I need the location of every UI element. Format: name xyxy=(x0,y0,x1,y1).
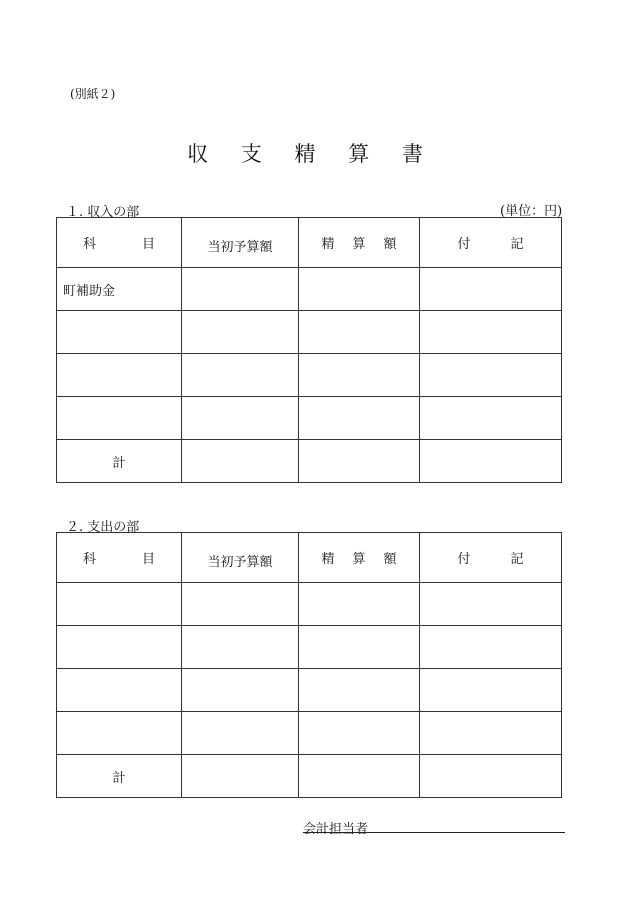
initial-budget-cell[interactable] xyxy=(182,354,299,397)
table-row xyxy=(57,626,562,669)
header-initial-budget: 当初予算額 xyxy=(182,218,299,268)
row-item-cell[interactable] xyxy=(57,354,182,397)
remarks-total-cell[interactable] xyxy=(420,440,562,483)
header-initial-budget: 当初予算額 xyxy=(182,533,299,583)
header-remarks: 付 記 xyxy=(420,533,562,583)
signature-line[interactable] xyxy=(303,832,565,833)
table-header-row xyxy=(57,218,562,268)
header-remarks: 付 記 xyxy=(420,218,562,268)
title-char: 精 xyxy=(294,142,316,166)
initial-budget-cell[interactable] xyxy=(182,311,299,354)
settlement-cell[interactable] xyxy=(299,626,420,669)
total-row xyxy=(57,755,562,798)
initial-budget-cell[interactable] xyxy=(182,669,299,712)
settlement-cell[interactable] xyxy=(299,268,420,311)
settlement-cell[interactable] xyxy=(299,354,420,397)
initial-budget-cell[interactable] xyxy=(182,583,299,626)
attachment-label: (別紙２) xyxy=(70,87,116,101)
income-table xyxy=(56,217,562,483)
title-char: 支 xyxy=(240,142,262,166)
title-char: 書 xyxy=(401,142,423,166)
row-item-cell[interactable] xyxy=(57,583,182,626)
total-label: 計 xyxy=(57,755,182,798)
unit-label: (単位：円) xyxy=(500,204,563,219)
row-item-cell[interactable] xyxy=(57,669,182,712)
table-header-row xyxy=(57,533,562,583)
remarks-cell[interactable] xyxy=(420,397,562,440)
title-char: 収 xyxy=(187,142,209,166)
row-item-cell[interactable]: 町補助金 xyxy=(57,268,182,311)
total-row xyxy=(57,440,562,483)
expense-table xyxy=(56,532,562,798)
settlement-cell[interactable] xyxy=(299,397,420,440)
remarks-cell[interactable] xyxy=(420,354,562,397)
table-row xyxy=(57,311,562,354)
initial-budget-total-cell[interactable] xyxy=(182,440,299,483)
row-item-cell[interactable] xyxy=(57,712,182,755)
row-item-cell[interactable] xyxy=(57,397,182,440)
row-item-cell[interactable] xyxy=(57,626,182,669)
settlement-total-cell[interactable] xyxy=(299,440,420,483)
table-row xyxy=(57,583,562,626)
remarks-cell[interactable] xyxy=(420,669,562,712)
remarks-cell[interactable] xyxy=(420,268,562,311)
table-row xyxy=(57,712,562,755)
expense-section-label: ２. 支出の部 xyxy=(66,520,140,535)
income-section-label: １. 収入の部 xyxy=(66,205,140,220)
settlement-cell[interactable] xyxy=(299,712,420,755)
initial-budget-total-cell[interactable] xyxy=(182,755,299,798)
accountant-label: 会計担当者 xyxy=(303,822,369,837)
settlement-cell[interactable] xyxy=(299,669,420,712)
remarks-total-cell[interactable] xyxy=(420,755,562,798)
remarks-cell[interactable] xyxy=(420,583,562,626)
header-settlement: 精 算 額 xyxy=(299,533,420,583)
header-item: 科 目 xyxy=(57,533,182,583)
settlement-cell[interactable] xyxy=(299,311,420,354)
remarks-cell[interactable] xyxy=(420,712,562,755)
initial-budget-cell[interactable] xyxy=(182,397,299,440)
initial-budget-cell[interactable] xyxy=(182,268,299,311)
table-row xyxy=(57,397,562,440)
settlement-total-cell[interactable] xyxy=(299,755,420,798)
table-row xyxy=(57,669,562,712)
table-row xyxy=(57,268,562,311)
title-char: 算 xyxy=(348,142,370,166)
header-settlement: 精 算 額 xyxy=(299,218,420,268)
document-title xyxy=(0,138,610,168)
settlement-cell[interactable] xyxy=(299,583,420,626)
initial-budget-cell[interactable] xyxy=(182,626,299,669)
table-row xyxy=(57,354,562,397)
remarks-cell[interactable] xyxy=(420,626,562,669)
initial-budget-cell[interactable] xyxy=(182,712,299,755)
remarks-cell[interactable] xyxy=(420,311,562,354)
header-item: 科 目 xyxy=(57,218,182,268)
total-label: 計 xyxy=(57,440,182,483)
row-item-cell[interactable] xyxy=(57,311,182,354)
